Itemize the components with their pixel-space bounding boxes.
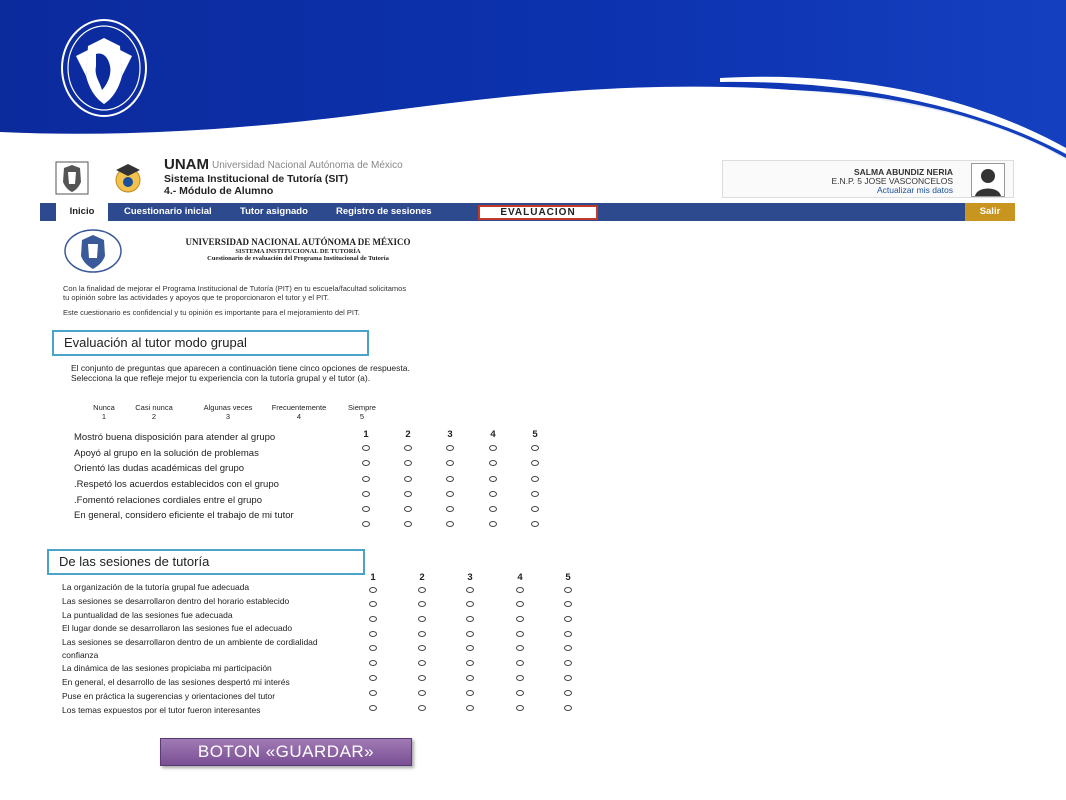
update-data-link[interactable]: Actualizar mis datos	[876, 185, 953, 195]
column-header: 5	[565, 572, 571, 583]
rating-radio[interactable]	[516, 616, 524, 622]
app-header	[40, 152, 1018, 202]
scale-option: Algunas veces 3	[203, 403, 253, 421]
unam-logo-small	[54, 160, 90, 196]
rating-radio[interactable]	[516, 587, 524, 593]
unam-full-name: Universidad Nacional Autónoma de México	[212, 160, 403, 171]
nav-cuestionario-inicial[interactable]: Cuestionario inicial	[124, 206, 212, 217]
rating-radio[interactable]	[362, 445, 370, 451]
sit-logo	[110, 160, 146, 196]
form-header-university: UNIVERSIDAD NACIONAL AUTÓNOMA DE MÉXICO	[185, 237, 411, 247]
question-label: Puse en práctica la sugerencias y orientaciones del tutor	[62, 691, 276, 701]
question-label: En general, considero eficiente el trabajo de mi tutor	[74, 510, 294, 521]
rating-radio[interactable]	[404, 460, 412, 466]
user-icon	[972, 164, 1004, 196]
question-label: .Respetó los acuerdos establecidos con el grupo	[74, 479, 279, 490]
rating-radio[interactable]	[404, 491, 412, 497]
rating-radio[interactable]	[489, 521, 497, 527]
rating-radio[interactable]	[369, 690, 377, 696]
rating-radio[interactable]	[531, 521, 539, 527]
rating-radio[interactable]	[489, 445, 497, 451]
rating-radio[interactable]	[516, 690, 524, 696]
column-header: 5	[532, 429, 538, 440]
rating-radio[interactable]	[531, 445, 539, 451]
rating-radio[interactable]	[516, 675, 524, 681]
user-school: E.N.P. 5 JOSE VASCONCELOS	[831, 176, 953, 186]
rating-radio[interactable]	[564, 601, 572, 607]
rating-radio[interactable]	[564, 705, 572, 711]
rating-radio[interactable]	[418, 690, 426, 696]
scale-option: Siempre 5	[348, 403, 376, 421]
rating-radio[interactable]	[369, 587, 377, 593]
nav-evaluacion[interactable]: EVALUACION	[478, 205, 598, 220]
system-title: Sistema Institucional de Tutoría (SIT)	[164, 173, 349, 185]
rating-radio[interactable]	[564, 660, 572, 666]
question-label: La dinámica de las sesiones propiciaba mi participación	[62, 663, 272, 673]
rating-radio[interactable]	[369, 616, 377, 622]
save-button[interactable]: BOTON «GUARDAR»	[160, 738, 412, 766]
scale-option: Casi nunca 2	[135, 403, 173, 421]
rating-radio[interactable]	[466, 587, 474, 593]
unam-brand: UNAM	[164, 156, 209, 173]
rating-radio[interactable]	[466, 675, 474, 681]
nav-tutor-asignado[interactable]: Tutor asignado	[240, 206, 308, 217]
rating-radio[interactable]	[404, 476, 412, 482]
rating-radio[interactable]	[369, 705, 377, 711]
column-header: 2	[405, 429, 411, 440]
column-header: 2	[419, 572, 425, 583]
intro-text-1: Con la finalidad de mejorar el Programa Institucional de Tutoría (PIT) en tu escuela/facultad solicitamos	[63, 284, 407, 293]
rating-radio[interactable]	[531, 476, 539, 482]
question-label: El lugar donde se desarrollaron las sesiones fue el adecuado	[62, 623, 293, 633]
question-label: La puntualidad de las sesiones fue adecuada	[62, 610, 233, 620]
rating-radio[interactable]	[489, 476, 497, 482]
intro-text-3: Este cuestionario es confidencial y tu opinión es importante para el mejoramiento del PIT.	[63, 308, 360, 317]
rating-radio[interactable]	[564, 631, 572, 637]
scale-option: Nunca 1	[93, 403, 115, 421]
rating-radio[interactable]	[369, 675, 377, 681]
user-name: SALMA ABUNDIZ NERIA	[853, 167, 953, 177]
form-header-title: Cuestionario de evaluación del Programa Institucional de Tutoría	[207, 255, 389, 262]
rating-radio[interactable]	[362, 460, 370, 466]
module-title: 4.- Módulo de Alumno	[164, 185, 274, 197]
rating-radio[interactable]	[564, 675, 572, 681]
rating-radio[interactable]	[466, 690, 474, 696]
form-header-system: SISTEMA INSTITUCIONAL DE TUTORÍA	[235, 248, 361, 255]
user-panel	[722, 160, 1014, 198]
rating-radio[interactable]	[418, 675, 426, 681]
rating-radio[interactable]	[564, 616, 572, 622]
rating-radio[interactable]	[466, 616, 474, 622]
question-label: Los temas expuestos por el tutor fueron interesantes	[62, 705, 261, 715]
rating-radio[interactable]	[516, 631, 524, 637]
intro-text-2: tu opinión sobre las actividades y apoyos que te proporcionaron el tutor y el PIT.	[63, 293, 329, 302]
question-label: En general, el desarrollo de las sesiones despertó mi interés	[62, 677, 290, 687]
rating-radio[interactable]	[516, 601, 524, 607]
question-label: .Fomentó relaciones cordiales entre el grupo	[74, 495, 262, 506]
rating-radio[interactable]	[369, 660, 377, 666]
rating-radio[interactable]	[466, 660, 474, 666]
rating-radio[interactable]	[564, 690, 572, 696]
rating-radio[interactable]	[404, 506, 412, 512]
rating-radio[interactable]	[489, 506, 497, 512]
rating-radio[interactable]	[489, 491, 497, 497]
rating-radio[interactable]	[362, 506, 370, 512]
rating-radio[interactable]	[466, 705, 474, 711]
rating-radio[interactable]	[446, 491, 454, 497]
rating-radio[interactable]	[564, 587, 572, 593]
nav-inicio[interactable]: Inicio	[56, 203, 108, 221]
question-label: Orientó las dudas académicas del grupo	[74, 463, 245, 474]
header-banner	[0, 0, 1066, 160]
rating-radio[interactable]	[466, 645, 474, 651]
logout-button[interactable]: Salir	[965, 203, 1015, 221]
column-header: 4	[517, 572, 523, 583]
rating-radio[interactable]	[466, 631, 474, 637]
rating-radio[interactable]	[564, 645, 572, 651]
rating-radio[interactable]	[446, 476, 454, 482]
rating-radio[interactable]	[446, 521, 454, 527]
rating-radio[interactable]	[446, 445, 454, 451]
question-label: La organización de la tutoría grupal fue adecuada	[62, 582, 250, 592]
rating-radio[interactable]	[404, 445, 412, 451]
column-header: 1	[363, 429, 369, 440]
rating-radio[interactable]	[362, 521, 370, 527]
rating-radio[interactable]	[418, 705, 426, 711]
rating-radio[interactable]	[489, 460, 497, 466]
rating-radio[interactable]	[446, 506, 454, 512]
rating-radio[interactable]	[404, 521, 412, 527]
question-label: Mostró buena disposición para atender al grupo	[74, 432, 276, 443]
question-label: confianza	[62, 650, 99, 660]
column-header: 3	[447, 429, 453, 440]
rating-radio[interactable]	[466, 601, 474, 607]
rating-radio[interactable]	[369, 601, 377, 607]
scale-option: Frecuentemente 4	[271, 403, 327, 421]
question-label: Las sesiones se desarrollaron dentro del horario establecido	[62, 596, 290, 606]
rating-radio[interactable]	[362, 491, 370, 497]
section-title-sesiones: De las sesiones de tutoría	[47, 549, 365, 575]
column-header: 3	[467, 572, 473, 583]
rating-radio[interactable]	[531, 460, 539, 466]
rating-radio[interactable]	[369, 645, 377, 651]
question-label: Las sesiones se desarrollaron dentro de un ambiente de cordialidad	[62, 637, 318, 647]
section-title-tutor-grupal: Evaluación al tutor modo grupal	[52, 330, 369, 356]
section1-description: El conjunto de preguntas que aparecen a continuación tiene cinco opciones de respuesta. Selecciona la que refleje mejor tu experiencia con la tutoría grupal y el tutor (a).	[71, 363, 410, 383]
column-header: 1	[370, 572, 376, 583]
rating-radio[interactable]	[418, 660, 426, 666]
rating-radio[interactable]	[531, 491, 539, 497]
rating-radio[interactable]	[362, 476, 370, 482]
rating-radio[interactable]	[516, 660, 524, 666]
main-nav	[40, 203, 1015, 221]
rating-radio[interactable]	[418, 631, 426, 637]
rating-radio[interactable]	[418, 601, 426, 607]
unam-seal-logo	[58, 16, 150, 120]
question-label: Apoyó al grupo en la solución de problemas	[74, 448, 259, 459]
rating-radio[interactable]	[446, 460, 454, 466]
column-header: 4	[490, 429, 496, 440]
rating-radio[interactable]	[369, 631, 377, 637]
nav-registro-sesiones[interactable]: Registro de sesiones	[336, 206, 432, 217]
avatar[interactable]	[971, 163, 1005, 197]
rating-radio[interactable]	[418, 645, 426, 651]
rating-radio[interactable]	[516, 705, 524, 711]
rating-radio[interactable]	[418, 587, 426, 593]
rating-radio[interactable]	[516, 645, 524, 651]
rating-radio[interactable]	[531, 506, 539, 512]
rating-radio[interactable]	[418, 616, 426, 622]
